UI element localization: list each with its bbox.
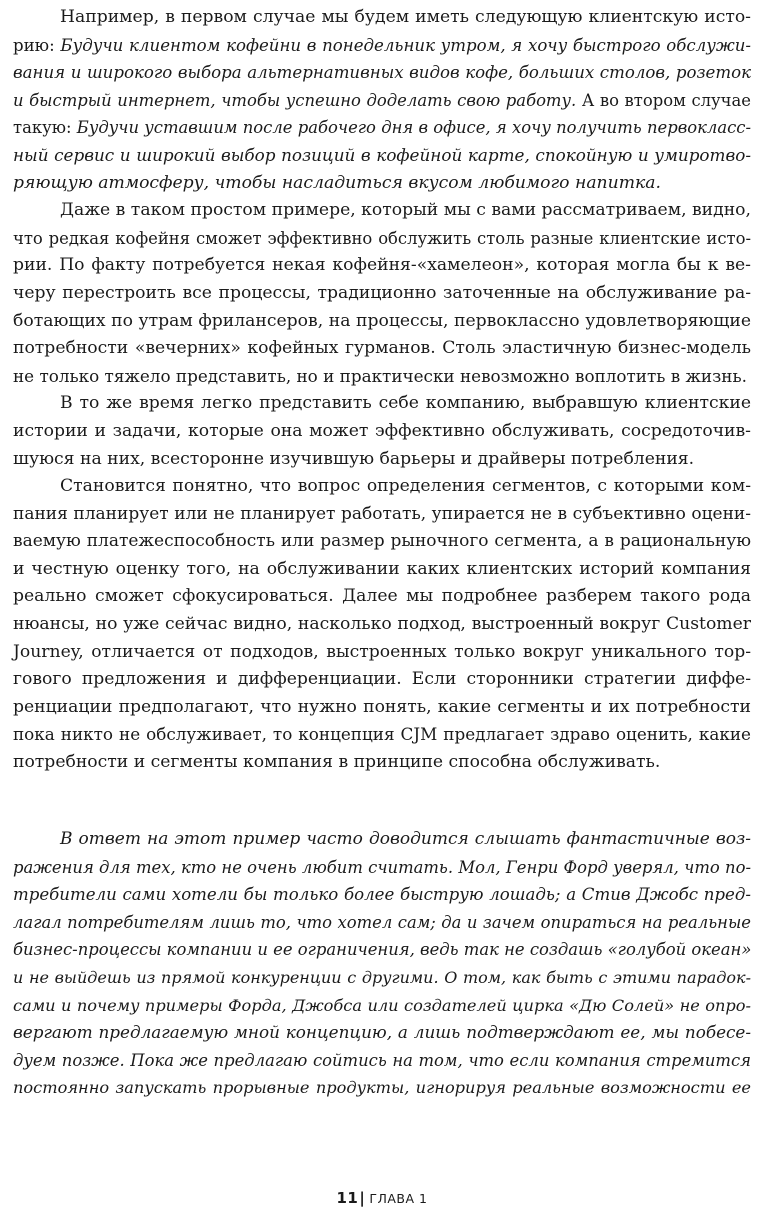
text-line <box>13 446 751 474</box>
text-run: потребности и сегменты компания в принципе способна обслуживать. <box>13 752 661 773</box>
text-line <box>13 909 751 937</box>
text-run: ренциации предполагают, что нужно понять, какие сегменты и их потребности <box>13 696 751 717</box>
text-run: такую: <box>13 118 77 138</box>
text-run: что редкая кофейня сможет эффективно обслужить столь разные клиентские исто- <box>13 228 751 248</box>
text-run: Например, в первом случае мы будем иметь следующую клиентскую исто- <box>60 7 751 27</box>
text-run: В то же время легко представить себе компанию, выбравшую клиентские <box>60 393 751 414</box>
text-line <box>13 335 751 363</box>
text-line <box>13 32 751 60</box>
italic-text: ряющую атмосферу, чтобы насладиться вкусом любимого напитка. <box>13 172 661 193</box>
italic-text: ный сервис и широкий выбор позиций в кофейной карте, спокойную и умиротво- <box>13 144 751 165</box>
text-line <box>13 1047 751 1075</box>
italic-text: и быстрый интернет, чтобы успешно доделать свою работу. <box>13 90 577 110</box>
italic-text: бизнес-процессы компании и ее ограничения, ведь так не создашь «голубой океан» <box>13 940 752 960</box>
text-line <box>13 170 751 198</box>
italic-text: дуем позже. Пока же предлагаю сойтись на том, что если компания стремится <box>13 1050 751 1070</box>
text-line <box>13 528 751 556</box>
italic-text: вания и широкого выбора альтернативных видов кофе, больших столов, розеток <box>13 63 751 83</box>
text-line <box>13 694 751 722</box>
text-line <box>13 556 751 584</box>
text-line <box>13 418 751 446</box>
text-run: гового предложения и дифференциации. Если сторонники стратегии диффе- <box>13 669 751 690</box>
text-run: потребности «вечерних» кофейных гурманов. Столь эластичную бизнес-модель <box>13 338 751 359</box>
italic-text: сами и почему примеры Форда, Джобса или создателей цирка «Дю Солей» не опро- <box>13 995 751 1015</box>
text-run: пания планирует или не планирует работать, упирается не в субъективно оцени- <box>13 503 751 524</box>
text-run: пока никто не обслуживает, то концепция CJM предлагает здраво оценить, какие <box>13 724 751 745</box>
text-line <box>13 114 751 142</box>
text-run: черу перестроить все процессы, традиционно заточенные на обслуживание ра- <box>13 282 751 303</box>
text-line <box>13 992 751 1020</box>
text-line <box>13 308 751 336</box>
text-run: шуюся на них, всесторонне изучившую барьеры и драйверы потребления. <box>13 448 695 469</box>
italic-text: постоянно запускать прорывные продукты, игнорируя реальные возможности ее <box>13 1078 751 1098</box>
text-line <box>13 639 751 667</box>
page-number: 11 <box>336 1189 359 1207</box>
italic-aside-section <box>13 826 751 1102</box>
text-line <box>13 936 751 964</box>
text-line <box>13 721 751 749</box>
italic-text: и не выйдешь из прямой конкуренции с другими. О том, как быть с этими парадок- <box>13 967 751 987</box>
text-line <box>13 280 751 308</box>
text-line <box>13 749 751 777</box>
text-line <box>13 854 751 882</box>
text-run: истории и задачи, которые она может эффективно обслуживать, сосредоточив- <box>13 420 751 441</box>
text-run: А во втором случае <box>576 90 751 110</box>
text-run: Journey, отличается от подходов, выстроенных только вокруг уникального тор- <box>13 641 751 662</box>
italic-text: Будучи клиентом кофейни в понедельник утром, я хочу быстрого обслужи- <box>60 35 752 55</box>
text-line <box>13 611 751 639</box>
text-run: нюансы, но уже сейчас видно, насколько подход, выстроенный вокруг Customer <box>13 614 751 635</box>
text-line <box>13 252 751 280</box>
text-line <box>13 4 751 32</box>
text-run: реально сможет сфокусироваться. Далее мы подробнее разберем такого рода <box>13 586 751 607</box>
text-line <box>13 501 751 529</box>
text-line <box>13 87 751 115</box>
text-line <box>13 59 751 87</box>
italic-text: ражения для тех, кто не очень любит считать. Мол, Генри Форд уверял, что по- <box>13 857 751 877</box>
text-run: не только тяжело представить, но и практически невозможно воплотить в жизнь. <box>13 365 747 386</box>
text-line <box>13 390 751 418</box>
text-line <box>13 826 751 854</box>
text-line <box>13 142 751 170</box>
text-line <box>13 881 751 909</box>
page-footer <box>0 1189 764 1207</box>
chapter-label: ГЛАВА 1 <box>369 1191 428 1206</box>
text-run: и честную оценку того, на обслуживании каких клиентских историй компания <box>13 558 751 579</box>
text-run: Даже в таком простом примере, который мы с вами рассматриваем, видно, <box>60 200 751 221</box>
footer-separator: | <box>359 1189 366 1207</box>
text-line <box>13 1074 751 1102</box>
text-line <box>13 666 751 694</box>
italic-text: Будучи уставшим после рабочего дня в офисе, я хочу получить первокласс- <box>76 118 752 138</box>
text-line <box>13 473 751 501</box>
text-run: Становится понятно, что вопрос определения сегментов, с которыми ком- <box>60 476 751 497</box>
text-run: рию: <box>13 35 61 55</box>
text-line <box>13 1019 751 1047</box>
text-line <box>13 583 751 611</box>
italic-text: лагал потребителям лишь то, что хотел сам; да и зачем опираться на реальные <box>13 912 751 932</box>
text-line <box>13 197 751 225</box>
text-line <box>13 363 751 391</box>
text-line <box>13 964 751 992</box>
main-text-section <box>13 4 751 777</box>
text-run: ваемую платежеспособность или размер рыночного сегмента, а в рациональную <box>13 531 751 552</box>
italic-text: В ответ на этот пример часто доводится слышать фантастичные воз- <box>60 829 751 849</box>
text-line <box>13 225 751 253</box>
italic-text: требители сами хотели бы только более быструю лошадь; а Стив Джобс пред- <box>13 885 751 905</box>
text-run: рии. По факту потребуется некая кофейня-«хамелеон», которая могла бы к ве- <box>13 255 751 276</box>
italic-text: вергают предлагаемую мной концепцию, а лишь подтверждают ее, мы побесе- <box>13 1022 751 1043</box>
text-run: ботающих по утрам фрилансеров, на процессы, первоклассно удовлетворяющие <box>13 310 751 331</box>
